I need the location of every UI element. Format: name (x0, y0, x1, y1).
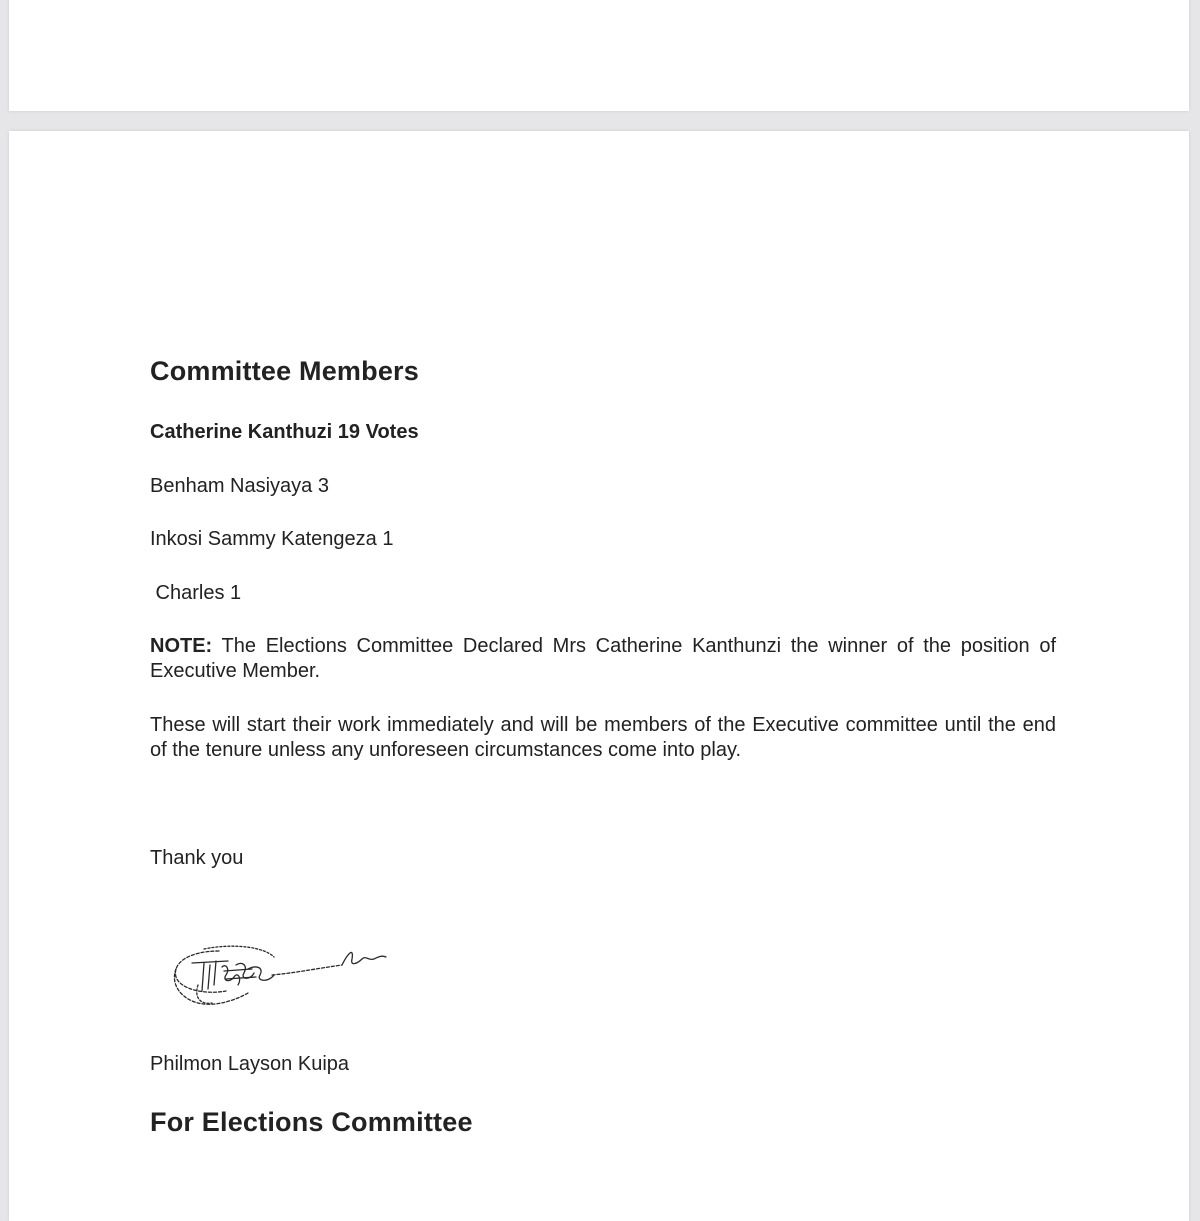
tenure-paragraph: These will start their work immediately and will be members of the Executive committee until the end of the tenure unless any unforeseen circumstances come into play. (150, 714, 1056, 761)
note-paragraph (150, 634, 1056, 684)
note-label: NOTE: (150, 635, 213, 657)
document-page (9, 131, 1189, 1221)
candidate-line: Benham Nasiyaya 3 (150, 475, 329, 497)
signatory-name: Philmon Layson Kuipa (150, 1053, 350, 1075)
section-heading: Committee Members (150, 356, 419, 386)
previous-page (9, 0, 1189, 111)
candidate-line: Charles 1 (150, 582, 242, 604)
closing-line: Thank you (150, 847, 244, 869)
note-text: The Elections Committee Declared Mrs Catherine Kanthunzi the winner of the position of Executive Member. (150, 635, 1056, 682)
candidate-line: Inkosi Sammy Katengeza 1 (150, 528, 394, 550)
winner-line: Catherine Kanthuzi 19 Votes (150, 421, 419, 443)
footer-heading: For Elections Committee (150, 1107, 473, 1137)
handwritten-signature (164, 939, 404, 1023)
